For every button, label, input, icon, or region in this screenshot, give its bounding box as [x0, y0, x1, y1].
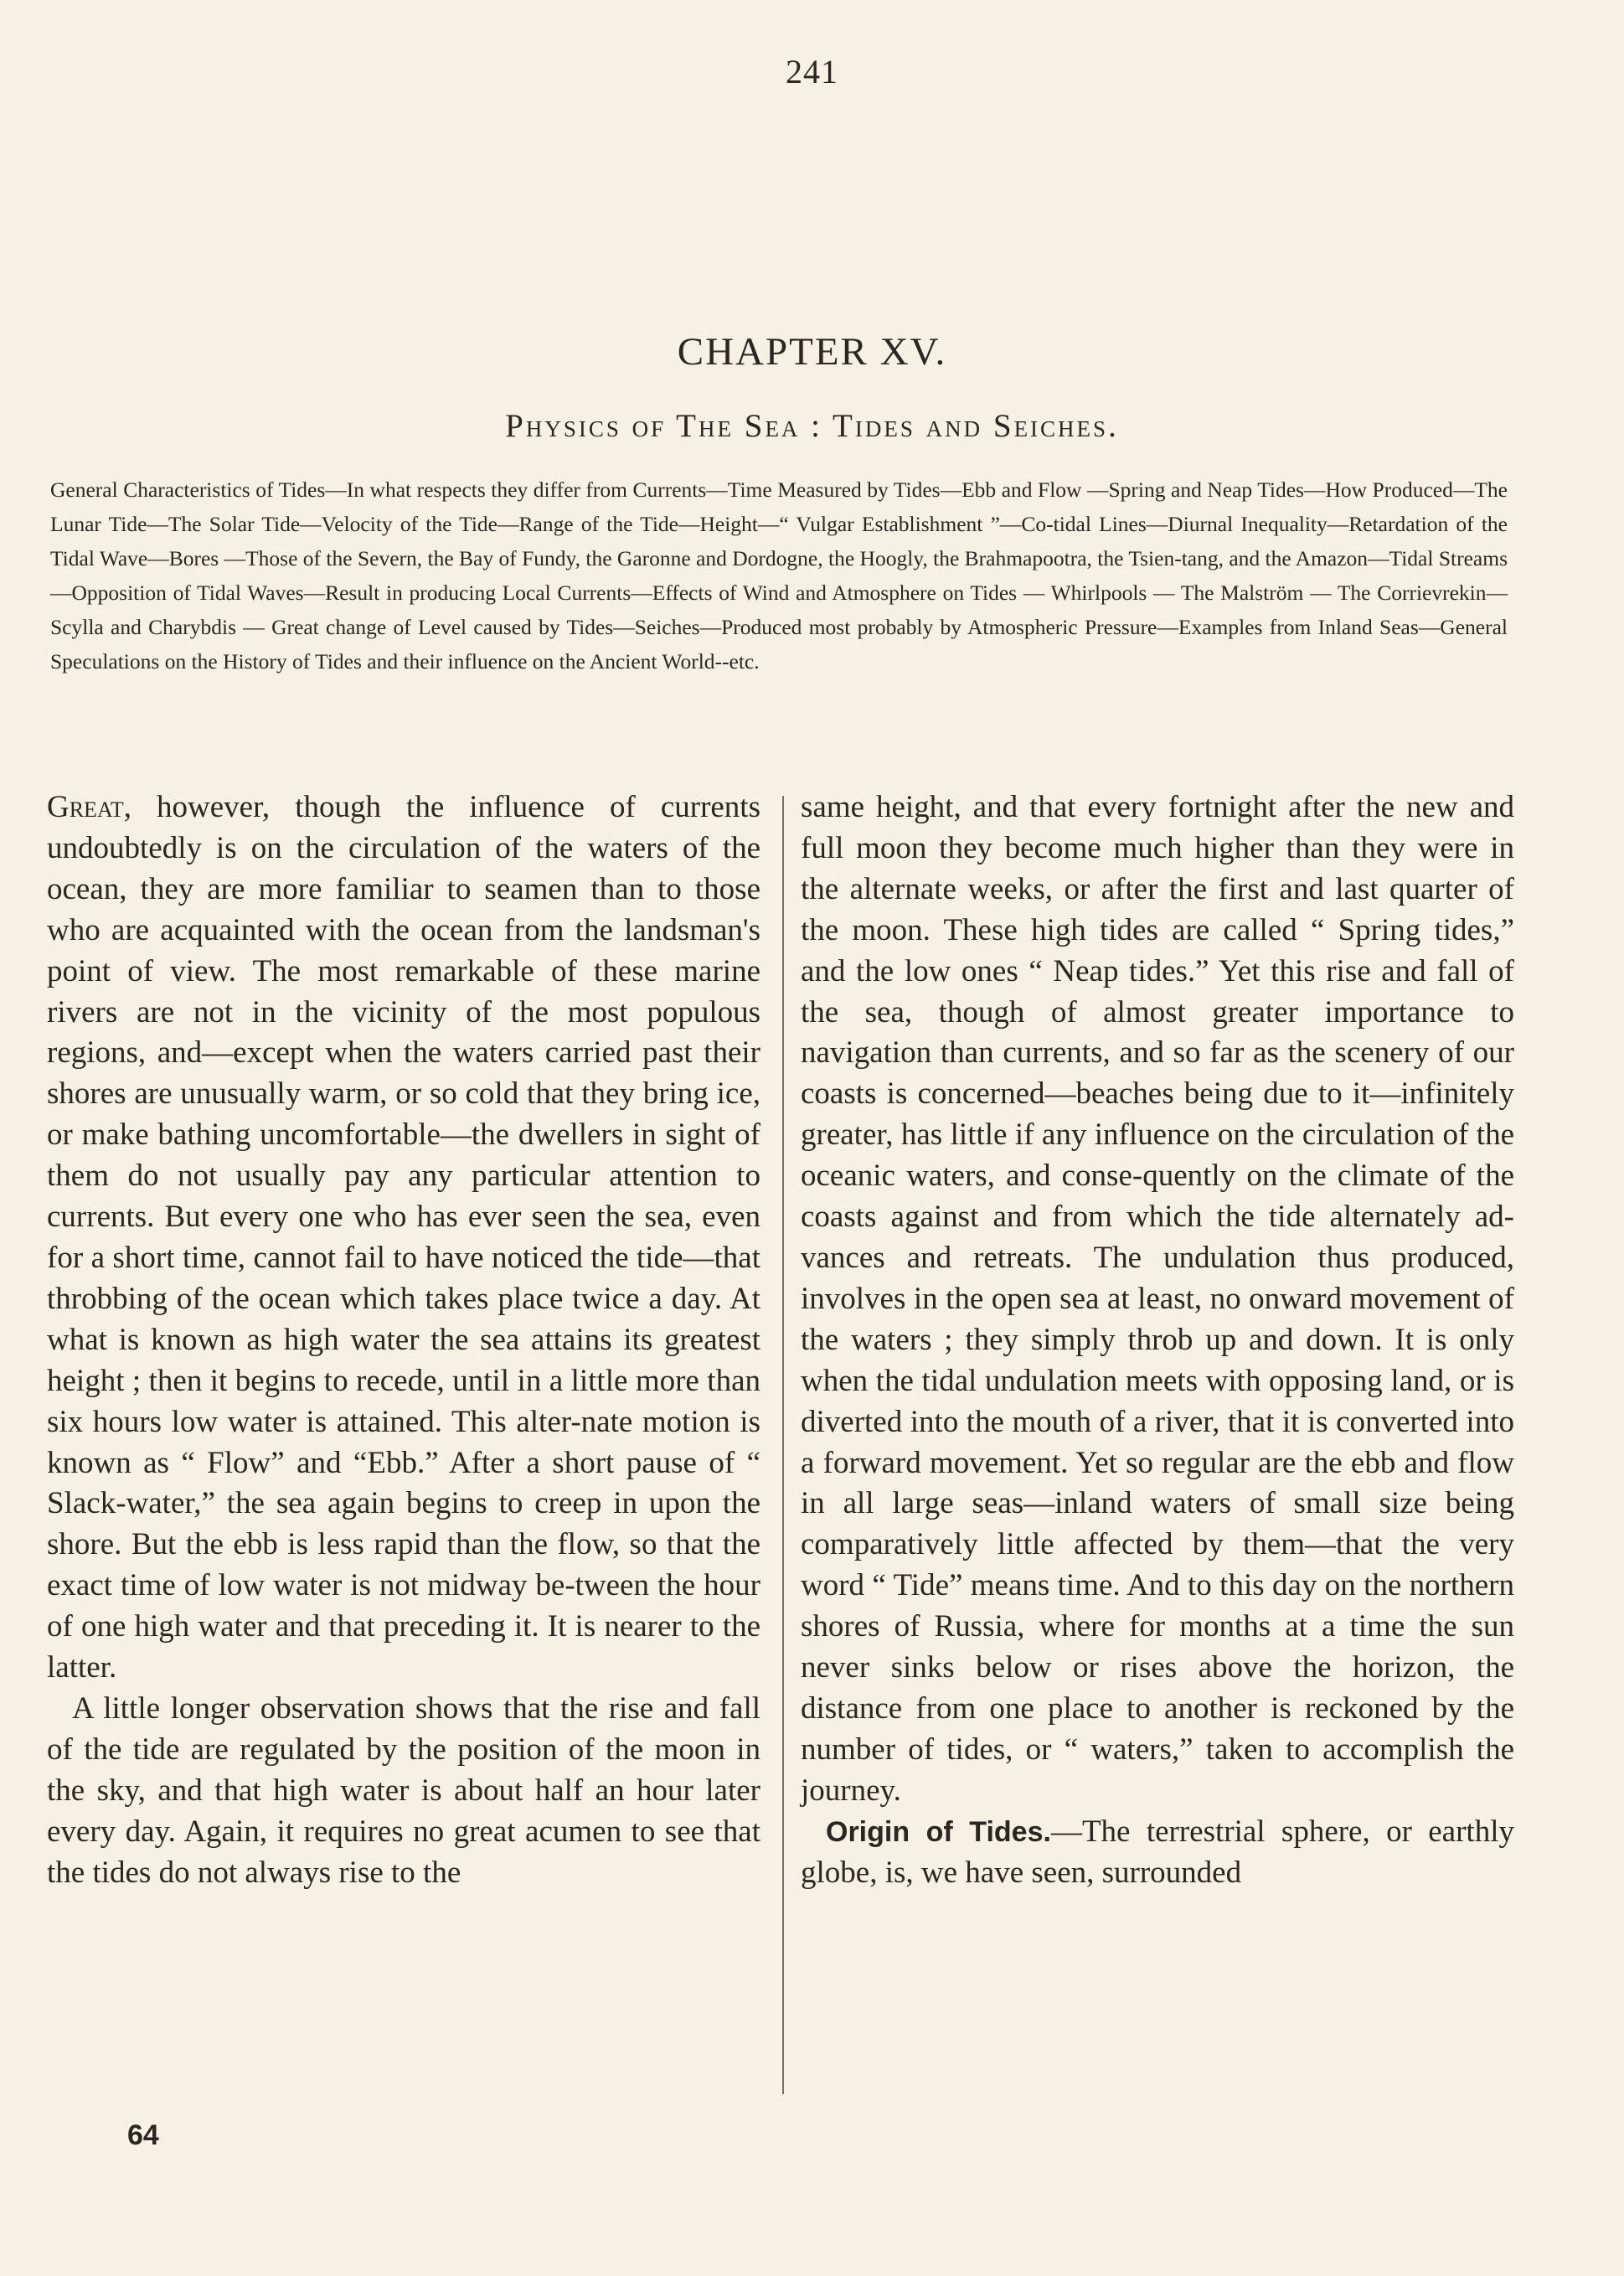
chapter-title: CHAPTER XV. — [677, 330, 947, 374]
chapter-subtitle: Physics of The Sea : Tides and Seiches. — [505, 408, 1119, 444]
right-paragraph-2 — [801, 1812, 1514, 1894]
left-paragraph-2: A little longer observation shows that the rise and fall of the tide are regulated by the position of the moon in the sky, and that high water is about half an hour later every day. Again, it requires no great acumen to see that the tides do not always rise to the — [47, 1690, 760, 1890]
right-paragraph-2-text: —The terrestrial sphere, or earthly globe, is, we have seen, surrounded — [801, 1814, 1514, 1890]
column-divider — [782, 796, 784, 2094]
section-subheading: Origin of Tides. — [826, 1815, 1051, 1848]
left-paragraph-1-text: however, though the influence of currents undoubtedly is on the circulation of the waters of the ocean, they are more familiar to seamen than to those who are acquainted with the ocean from the landsman's point of view. The most remarkable of these marine rivers are not in the vicinity of the most populous regions, and—except when the waters carried past their shores are unusually warm, or so cold that they bring ice, or make bathing uncomfortable—the dwellers in sight of them do not usually pay any particular attention to currents. But every one who has ever seen the sea, even for a short time, cannot fail to have noticed the tide—that throbbing of the ocean which takes place twice a day. At what is known as high water the sea attains its greatest height ; then it begins to recede, until in a little more than six hours low water is attained. This alter-nate motion is known as “ Flow” and “Ebb.” After a short pause of “ Slack-water,” the sea again begins to creep in upon the shore. But the ebb is less rapid than the flow, so that the exact time of low water is not midway be-tween the hour of one high water and that preceding it. It is nearer to the latter. — [47, 790, 760, 1685]
left-column — [47, 787, 760, 1893]
left-paragraph-1 — [47, 787, 760, 1689]
right-column — [801, 787, 1514, 1893]
chapter-summary: General Characteristics of Tides—In what respects they differ from Currents—Time Measured by Tides—Ebb and Flow —Spring and Neap Tides—How Produced—The Lunar Tide—The Solar Tide—Velocity of the Tide—Range of the Tide—Height—“ Vulgar Establishment ”—Co-tidal Lines—Diurnal Inequality—Retardation of the Tidal Wave—Bores —Those of the Severn, the Bay of Fundy, the Garonne and Dordogne, the Hoogly, the Brahmapootra, the Tsien-tang, and the Amazon—Tidal Streams—Opposition of Tidal Waves—Result in producing Local Currents—Effects of Wind and Atmosphere on Tides — Whirlpools — The Malström — The Corrievrekin—Scylla and Charybdis — Great change of Level caused by Tides—Seiches—Produced most probably by Atmospheric Pressure—Examples from Inland Seas—General Speculations on the History of Tides and their influence on the Ancient World--etc. — [50, 477, 1508, 674]
signature-mark: 64 — [127, 2119, 159, 2151]
page-number: 241 — [786, 53, 838, 90]
opening-word: Great, — [47, 790, 131, 824]
right-paragraph-1: same height, and that every fortnight after the new and full moon they become much higher than they were in the alternate weeks, or after the first and last quarter of the moon. These high tides are called “ Spring tides,” and the low ones “ Neap tides.” Yet this rise and fall of the sea, though of almost greater importance to navigation than currents, and so far as the scenery of our coasts is concerned—beaches being due to it—infinitely greater, has little if any influence on the circulation of the oceanic waters, and conse-quently on the climate of the coasts against and from which the tide alternately ad-vances and retreats. The undulation thus produced, involves in the open sea at least, no onward movement of the waters ; they simply throb up and down. It is only when the tidal undulation meets with opposing land, or is diverted into the mouth of a river, that it is converted into a forward movement. Yet so regular are the ebb and flow in all large seas—inland waters of small size being comparatively little affected by them—that the very word “ Tide” means time. And to this day on the northern shores of Russia, where for months at a time the sun never sinks below or rises above the horizon, the distance from one place to another is reckoned by the number of tides, or “ waters,” taken to accomplish the journey. — [801, 790, 1514, 1808]
